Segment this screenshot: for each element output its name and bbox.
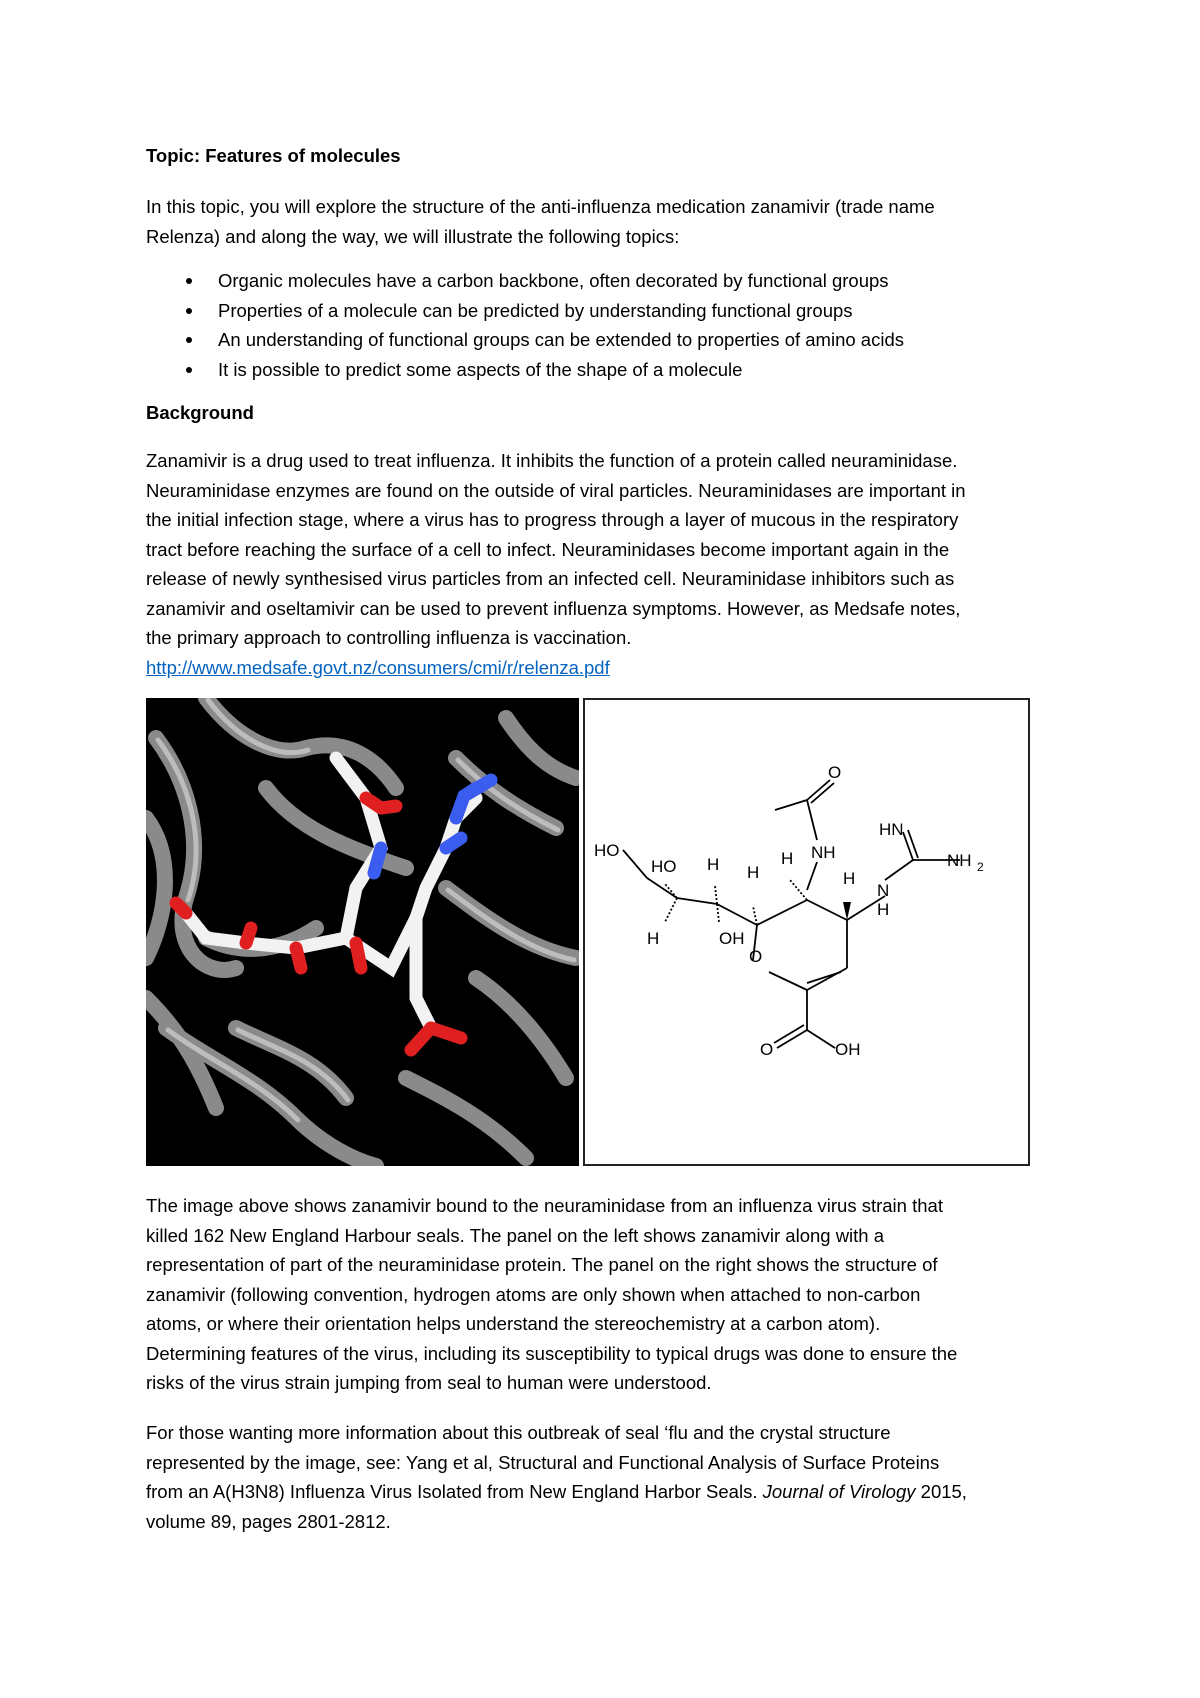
topic-heading: Topic: Features of molecules [146, 145, 401, 166]
intro-line: In this topic, you will explore the structure of the anti-influenza medication zanamivir (trade name [146, 196, 935, 217]
caption-line: atoms, or where their orientation helps understand the stereochemistry at a carbon atom). [146, 1313, 881, 1334]
background-line: the initial infection stage, where a virus has to progress through a layer of mucous in the respiratory [146, 509, 959, 530]
reference-line: represented by the image, see: Yang et al, Structural and Functional Analysis of Surface Proteins [146, 1451, 940, 1473]
background-paragraph [146, 446, 1066, 682]
zanamivir-figure [146, 698, 1030, 1166]
caption-line: risks of the virus strain jumping from seal to human were understood. [146, 1372, 712, 1393]
background-line: Neuraminidase enzymes are found on the outside of viral particles. Neuraminidases are important in [146, 479, 966, 501]
topic-item: Properties of a molecule can be predicted by understanding functional groups [146, 296, 904, 326]
reference-line [146, 1477, 1066, 1507]
atom-label: H [647, 929, 660, 948]
topics-list [146, 266, 904, 384]
atom-label: H [707, 855, 720, 874]
caption-line: zanamivir (following convention, hydrogen atoms are only shown when attached to non-carbon [146, 1283, 921, 1305]
atom-label: H [781, 849, 794, 868]
atom-label: NH [811, 843, 836, 862]
background-line: release of newly synthesised virus particles from an infected cell. Neuraminidase inhibitors such as [146, 568, 955, 589]
atom-label: H [747, 863, 760, 882]
protein-render-image [146, 698, 579, 1166]
atom-label: HO [594, 841, 620, 860]
atom-label: OH [719, 929, 745, 948]
atom-label: OH [835, 1040, 861, 1059]
atom-label: O [749, 947, 763, 966]
reference-text: 2015, [915, 1481, 967, 1502]
atom-subscript: 2 [977, 860, 984, 874]
atom-label: N [877, 881, 890, 900]
zanamivir-structure [585, 700, 1028, 1164]
medsafe-link[interactable]: http://www.medsafe.govt.nz/consumers/cmi/r/relenza.pdf [146, 656, 610, 678]
background-line: Zanamivir is a drug used to treat influenza. It inhibits the function of a protein called neuraminidase. [146, 450, 958, 471]
atom-label: NH [947, 851, 972, 870]
intro-paragraph [146, 192, 1066, 251]
background-line: tract before reaching the surface of a cell to infect. Neuraminidases become important again in the [146, 538, 950, 560]
background-line: the primary approach to controlling influenza is vaccination. [146, 627, 632, 648]
atom-label: O [760, 1040, 774, 1059]
topic-item: Organic molecules have a carbon backbone, often decorated by functional groups [146, 266, 904, 296]
caption-line: The image above shows zanamivir bound to the neuraminidase from an influenza virus strain that [146, 1195, 943, 1216]
caption-line: Determining features of the virus, including its susceptibility to typical drugs was done to ensure the [146, 1342, 958, 1364]
intro-line: Relenza) and along the way, we will illustrate the following topics: [146, 225, 680, 247]
journal-name: Journal of Virology [762, 1481, 916, 1502]
topic-item: An understanding of functional groups can be extended to properties of amino acids [146, 325, 904, 355]
background-heading: Background [146, 402, 254, 423]
caption-paragraph [146, 1191, 1066, 1398]
atom-label: H [877, 900, 890, 919]
topic-item: It is possible to predict some aspects of the shape of a molecule [146, 355, 904, 385]
reference-line: volume 89, pages 2801-2812. [146, 1510, 391, 1532]
background-line: zanamivir and oseltamivir can be used to prevent influenza symptoms. However, as Medsafe notes, [146, 597, 961, 619]
atom-label: HO [651, 857, 677, 876]
reference-line: For those wanting more information about this outbreak of seal ‘flu and the crystal structure [146, 1422, 891, 1443]
reference-text: from an A(H3N8) Influenza Virus Isolated from New England Harbor Seals. [146, 1481, 763, 1502]
atom-label: HN [879, 820, 904, 839]
structure-diagram-panel [583, 698, 1030, 1166]
atom-label: O [828, 763, 842, 782]
reference-paragraph [146, 1418, 1066, 1536]
atom-label: H [843, 869, 856, 888]
protein-render-panel [146, 698, 579, 1166]
caption-line: representation of part of the neuraminidase protein. The panel on the right shows the structure of [146, 1254, 938, 1275]
caption-line: killed 162 New England Harbour seals. The panel on the left shows zanamivir along with a [146, 1224, 885, 1246]
